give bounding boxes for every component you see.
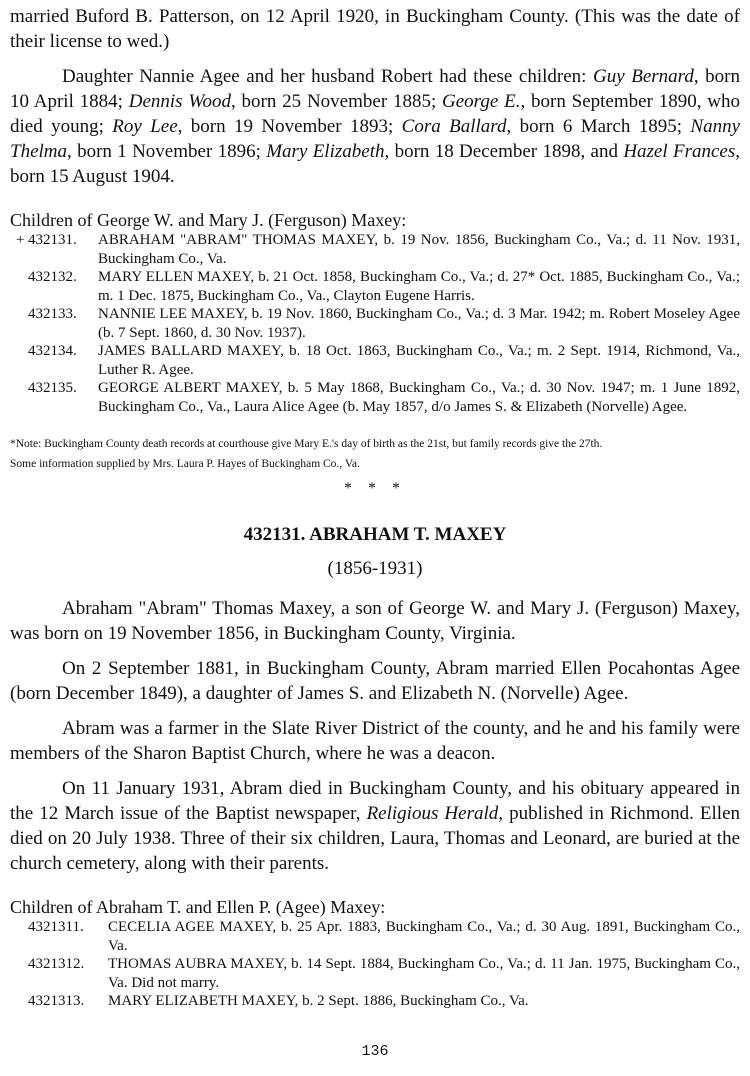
- paragraph-birth: Abraham "Abram" Thomas Maxey, a son of George W. and Mary J. (Ferguson) Maxey, was born on 19 November 1856, in Buckingham County, Virginia.: [10, 598, 740, 644]
- list-item: [10, 268, 740, 305]
- paragraph-nannie-children: Daughter Nannie Agee and her husband Robert had these children: Guy Bernard, born 10 April 1884; Dennis Wood, born 25 November 1885; George E., born September 1890, who died young; Roy Lee, born 19 November 1893; Cora Ballard, born 6 March 1895; Nanny Thelma, born 1 November 1896; Mary Elizabeth, born 18 December 1898, and Hazel Frances, born 15 August 1904.: [10, 66, 740, 187]
- paragraph-marriage: On 2 September 1881, in Buckingham County, Abram married Ellen Pocahontas Agee (born December 1849), a daughter of James S. and Elizabeth N. (Norvelle) Agee.: [10, 658, 740, 704]
- entry-number: 432134.: [28, 343, 77, 359]
- footnote: [10, 434, 740, 474]
- children-list-abraham: [10, 918, 740, 1011]
- entry-text: JAMES BALLARD MAXEY, b. 18 Oct. 1863, Buckingham Co., Va.; m. 2 Sept. 1914, Richmond, Va., Luther R. Agee.: [98, 343, 740, 378]
- entry-text: CECELIA AGEE MAXEY, b. 25 Apr. 1883, Buckingham Co., Va.; d. 30 Aug. 1891, Buckingham Co., Va.: [108, 919, 740, 954]
- entry-text: MARY ELLEN MAXEY, b. 21 Oct. 1858, Buckingham Co., Va.; d. 27* Oct. 1885, Buckingham Co., Va.; m. 1 Dec. 1875, Buckingham Co., Va., Clayton Eugene Harris.: [98, 269, 740, 304]
- continuation-marker: +: [16, 232, 25, 248]
- paragraph-occupation: Abram was a farmer in the Slate River District of the county, and he and his family were members of the Sharon Baptist Church, where he was a deacon.: [10, 718, 740, 764]
- section-title: 432131. ABRAHAM T. MAXEY: [243, 524, 507, 545]
- entry-number: 432132.: [28, 269, 77, 285]
- footnote-source: Some information supplied by Mrs. Laura P. Hayes of Buckingham Co., Va.: [10, 458, 360, 470]
- list-item: [10, 342, 740, 379]
- document-page: [10, 4, 740, 1011]
- list-item: [10, 955, 740, 992]
- list-item: [10, 918, 740, 955]
- entry-number: 4321313.: [28, 993, 85, 1009]
- entry-text: ABRAHAM "ABRAM" THOMAS MAXEY, b. 19 Nov. 1856, Buckingham Co., Va.; d. 11 Nov. 1931, Buckingham Co., Va.: [98, 232, 740, 267]
- section-separator: * * *: [344, 480, 406, 497]
- children-heading-abraham: Children of Abraham T. and Ellen P. (Agee) Maxey:: [10, 897, 386, 917]
- footnote-note: *Note: Buckingham County death records at courthouse give Mary E.'s day of birth as the 21st, but family records give the 27th.: [10, 438, 603, 450]
- entry-text: MARY ELIZABETH MAXEY, b. 2 Sept. 1886, Buckingham Co., Va.: [108, 993, 529, 1009]
- list-item: [10, 992, 740, 1011]
- entry-number: 432133.: [28, 306, 77, 322]
- children-heading-george: Children of George W. and Mary J. (Ferguson) Maxey:: [10, 210, 407, 230]
- entry-number: 4321311.: [28, 919, 84, 935]
- list-item: [10, 379, 740, 416]
- page-number: 136: [361, 1043, 389, 1060]
- entry-text: GEORGE ALBERT MAXEY, b. 5 May 1868, Buckingham Co., Va.; d. 30 Nov. 1947; m. 1 June 1892, Buckingham Co., Va., Laura Alice Agee (b. May 1857, d/o James S. & Elizabeth (Norvelle) Agee.: [98, 380, 740, 415]
- paragraph-continuation: married Buford B. Patterson, on 12 April 1920, in Buckingham County. (This was the date of their license to wed.): [10, 6, 740, 52]
- paragraph-death: On 11 January 1931, Abram died in Buckingham County, and his obituary appeared in the 12 March issue of the Baptist newspaper, Religious Herald, published in Richmond. Ellen died on 20 July 1938. Three of their six children, Laura, Thomas and Leonard, are buried at the church cemetery, along with their parents.: [10, 778, 740, 874]
- entry-text: THOMAS AUBRA MAXEY, b. 14 Sept. 1884, Buckingham Co., Va.; d. 11 Jan. 1975, Buckingham Co., Va. Did not marry.: [108, 956, 740, 991]
- entry-number: 432135.: [28, 380, 77, 396]
- list-item: [10, 231, 740, 268]
- entry-text: NANNIE LEE MAXEY, b. 19 Nov. 1860, Buckingham Co., Va.; d. 3 Mar. 1942; m. Robert Moseley Agee (b. 7 Sept. 1860, d. 30 Nov. 1937).: [98, 306, 740, 341]
- entry-number: 432131.: [28, 232, 77, 248]
- entry-number: 4321312.: [28, 956, 85, 972]
- section-dates: (1856-1931): [327, 558, 423, 579]
- list-item: [10, 305, 740, 342]
- children-list-george: [10, 231, 740, 416]
